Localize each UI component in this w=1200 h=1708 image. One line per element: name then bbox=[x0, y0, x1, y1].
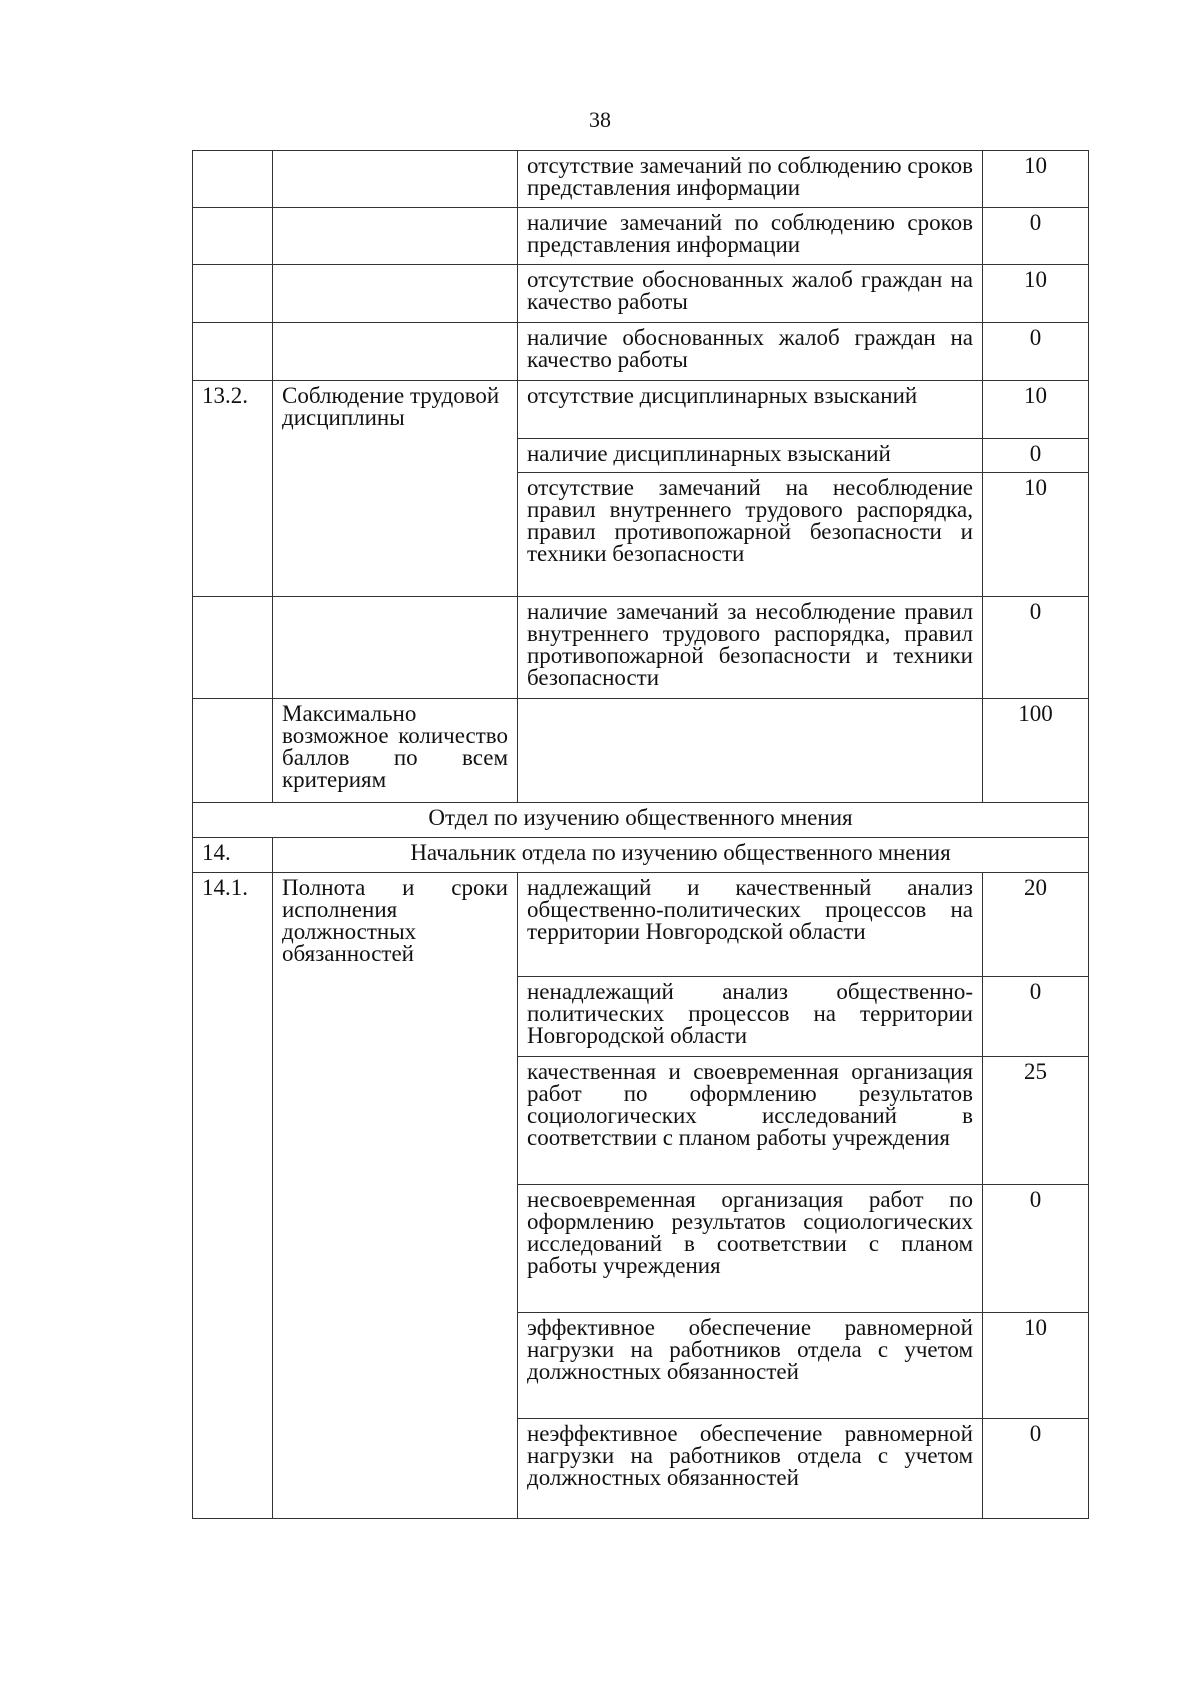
indicator-cell: эффективное обеспечение равномерной нагрузки на работников отдела с учетом должностных обязанностей bbox=[518, 1313, 983, 1419]
score-cell: 10 bbox=[983, 473, 1089, 597]
table-row bbox=[193, 381, 1089, 439]
indicator-cell: наличие замечаний за несоблюдение правил внутреннего трудового распорядка, правил противопожарной безопасности и техники безопасности bbox=[518, 597, 983, 699]
score-cell: 0 bbox=[983, 439, 1089, 473]
score-cell: 10 bbox=[983, 265, 1089, 323]
item-number-cell bbox=[193, 323, 273, 381]
indicator-cell: наличие обоснованных жалоб граждан на качество работы bbox=[518, 323, 983, 381]
score-cell: 20 bbox=[983, 873, 1089, 977]
criterion-name-cell: Полнота и сроки исполнения должностных обязанностей bbox=[273, 873, 518, 1519]
indicator-cell: качественная и своевременная организация работ по оформлению результатов социологических исследований в соответствии с планом работы учреждения bbox=[518, 1057, 983, 1185]
indicator-cell: надлежащий и качественный анализ общественно-политических процессов на территории Новгородской области bbox=[518, 873, 983, 977]
max-score-label-cell: Максимально возможное количество баллов по всем критериям bbox=[273, 699, 518, 803]
score-cell: 100 bbox=[983, 699, 1089, 803]
indicator-cell: неэффективное обеспечение равномерной нагрузки на работников отдела с учетом должностных обязанностей bbox=[518, 1419, 983, 1519]
item-number-cell: 14. bbox=[193, 838, 273, 873]
indicator-cell: ненадлежащий анализ общественно-политических процессов на территории Новгородской области bbox=[518, 977, 983, 1057]
position-title-cell: Начальник отдела по изучению общественного мнения bbox=[273, 838, 1089, 873]
table-row bbox=[193, 151, 1089, 208]
criteria-table bbox=[192, 150, 1089, 1519]
criterion-name-cell bbox=[273, 151, 518, 208]
score-cell: 0 bbox=[983, 1185, 1089, 1313]
score-cell: 0 bbox=[983, 977, 1089, 1057]
table-row bbox=[193, 873, 1089, 977]
criterion-name-cell bbox=[273, 265, 518, 323]
indicator-cell: отсутствие обоснованных жалоб граждан на качество работы bbox=[518, 265, 983, 323]
indicator-cell bbox=[518, 699, 983, 803]
item-number-cell bbox=[193, 597, 273, 699]
score-cell: 10 bbox=[983, 1313, 1089, 1419]
table-row bbox=[193, 208, 1089, 265]
score-cell: 0 bbox=[983, 323, 1089, 381]
score-cell: 0 bbox=[983, 208, 1089, 265]
criterion-name-cell: Соблюдение трудовой дисциплины bbox=[273, 381, 518, 597]
score-cell: 0 bbox=[983, 597, 1089, 699]
item-number-cell bbox=[193, 699, 273, 803]
indicator-cell: несвоевременная организация работ по оформлению результатов социологических исследований в соответствии с планом работы учреждения bbox=[518, 1185, 983, 1313]
page-number: 38 bbox=[589, 107, 611, 132]
item-number-cell bbox=[193, 265, 273, 323]
table-row bbox=[193, 699, 1089, 803]
section-heading-cell: Отдел по изучению общественного мнения bbox=[193, 803, 1089, 838]
indicator-cell: наличие дисциплинарных взысканий bbox=[518, 439, 983, 473]
indicator-cell: отсутствие замечаний по соблюдению сроков представления информации bbox=[518, 151, 983, 208]
table-row bbox=[193, 323, 1089, 381]
item-number-cell: 13.2. bbox=[193, 381, 273, 597]
table-row bbox=[193, 597, 1089, 699]
score-cell: 10 bbox=[983, 151, 1089, 208]
indicator-cell: отсутствие дисциплинарных взысканий bbox=[518, 381, 983, 439]
criterion-name-cell bbox=[273, 208, 518, 265]
table-row bbox=[193, 265, 1089, 323]
score-cell: 25 bbox=[983, 1057, 1089, 1185]
item-number-cell: 14.1. bbox=[193, 873, 273, 1519]
score-cell: 10 bbox=[983, 381, 1089, 439]
table-row bbox=[193, 803, 1089, 838]
item-number-cell bbox=[193, 208, 273, 265]
criterion-name-cell bbox=[273, 323, 518, 381]
item-number-cell bbox=[193, 151, 273, 208]
criterion-name-cell bbox=[273, 597, 518, 699]
table-row bbox=[193, 838, 1089, 873]
indicator-cell: отсутствие замечаний на несоблюдение правил внутреннего трудового распорядка, правил противопожарной безопасности и техники безопасности bbox=[518, 473, 983, 597]
score-cell: 0 bbox=[983, 1419, 1089, 1519]
indicator-cell: наличие замечаний по соблюдению сроков представления информации bbox=[518, 208, 983, 265]
